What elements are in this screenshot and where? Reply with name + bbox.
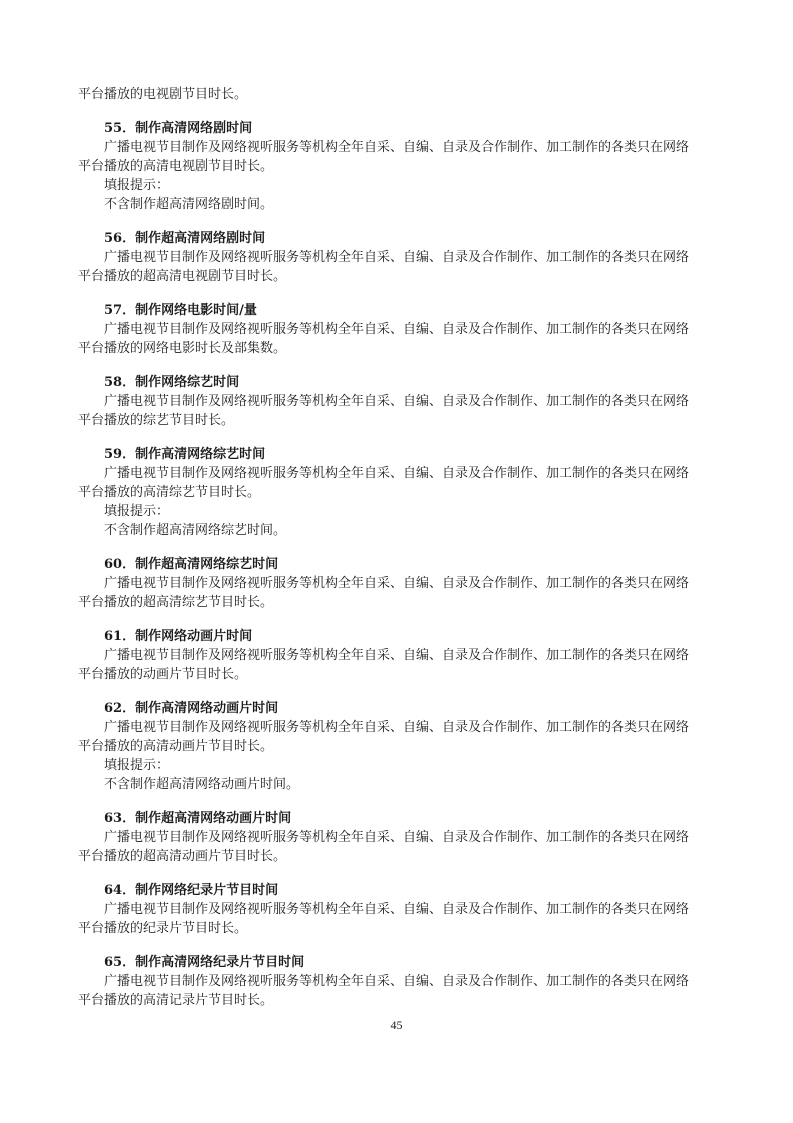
section-title: 63．制作超高清网络动画片时间 (104, 811, 292, 826)
section-title: 64．制作网络纪录片节目时间 (104, 883, 279, 898)
page-number: 45 (390, 1018, 403, 1032)
section-description-line: 平台播放的高清记录片节目时长。 (78, 993, 274, 1008)
section-title: 60．制作超高清网络综艺时间 (104, 557, 279, 572)
section-description-line: 广播电视节目制作及网络视听服务等机构全年自采、自编、自录及合作制作、加工制作的各类只在网络 (104, 830, 690, 845)
section-64 (78, 881, 738, 938)
fill-hint-text: 不含制作超高清网络综艺时间。 (104, 523, 287, 538)
section-description-line: 广播电视节目制作及网络视听服务等机构全年自采、自编、自录及合作制作、加工制作的各类只在网络 (104, 720, 690, 735)
section-description-line: 平台播放的超高清电视剧节目时长。 (78, 269, 287, 284)
section-description-line: 平台播放的超高清动画片节目时长。 (78, 849, 287, 864)
section-title: 56．制作超高清网络剧时间 (104, 231, 266, 246)
section-title: 57．制作网络电影时间/量 (104, 303, 257, 318)
section-title: 65．制作高清网络纪录片节目时间 (104, 955, 305, 970)
fill-hint-text: 不含制作超高清网络剧时间。 (104, 197, 274, 212)
section-description-line: 平台播放的综艺节目时长。 (78, 413, 235, 428)
section-56 (78, 229, 738, 286)
section-description-line: 广播电视节目制作及网络视听服务等机构全年自采、自编、自录及合作制作、加工制作的各类只在网络 (104, 576, 690, 591)
section-title: 62．制作高清网络动画片时间 (104, 701, 279, 716)
section-62 (78, 699, 738, 794)
section-description-line: 广播电视节目制作及网络视听服务等机构全年自采、自编、自录及合作制作、加工制作的各类只在网络 (104, 140, 690, 155)
section-title: 58．制作网络综艺时间 (104, 375, 240, 390)
fill-hint-label: 填报提示： (104, 758, 170, 773)
page-content (78, 85, 738, 1010)
section-description-line: 平台播放的超高清综艺节目时长。 (78, 595, 274, 610)
section-description-line: 平台播放的高清动画片节目时长。 (78, 739, 274, 754)
section-description-line: 平台播放的网络电影时长及部集数。 (78, 341, 287, 356)
section-61 (78, 627, 738, 684)
section-59 (78, 445, 738, 540)
section-title: 59．制作高清网络综艺时间 (104, 447, 266, 462)
fill-hint-label: 填报提示： (104, 504, 170, 519)
section-58 (78, 373, 738, 430)
section-description-line: 平台播放的高清电视剧节目时长。 (78, 159, 274, 174)
section-description-line: 广播电视节目制作及网络视听服务等机构全年自采、自编、自录及合作制作、加工制作的各类只在网络 (104, 322, 690, 337)
fill-hint-text: 不含制作超高清网络动画片时间。 (104, 777, 300, 792)
section-description-line: 平台播放的纪录片节目时长。 (78, 921, 248, 936)
section-55 (78, 119, 738, 214)
section-65 (78, 953, 738, 1010)
section-description-line: 广播电视节目制作及网络视听服务等机构全年自采、自编、自录及合作制作、加工制作的各类只在网络 (104, 648, 690, 663)
section-title: 55．制作高清网络剧时间 (104, 121, 253, 136)
section-description-line: 平台播放的高清综艺节目时长。 (78, 485, 261, 500)
intro-continuation: 平台播放的电视剧节目时长。 (78, 87, 248, 102)
section-60 (78, 555, 738, 612)
fill-hint-label: 填报提示： (104, 178, 170, 193)
section-63 (78, 809, 738, 866)
section-description-line: 平台播放的动画片节目时长。 (78, 667, 248, 682)
section-description-line: 广播电视节目制作及网络视听服务等机构全年自采、自编、自录及合作制作、加工制作的各类只在网络 (104, 974, 690, 989)
section-description-line: 广播电视节目制作及网络视听服务等机构全年自采、自编、自录及合作制作、加工制作的各类只在网络 (104, 902, 690, 917)
section-57 (78, 301, 738, 358)
section-title: 61．制作网络动画片时间 (104, 629, 253, 644)
section-description-line: 广播电视节目制作及网络视听服务等机构全年自采、自编、自录及合作制作、加工制作的各类只在网络 (104, 394, 690, 409)
section-description-line: 广播电视节目制作及网络视听服务等机构全年自采、自编、自录及合作制作、加工制作的各类只在网络 (104, 466, 690, 481)
section-description-line: 广播电视节目制作及网络视听服务等机构全年自采、自编、自录及合作制作、加工制作的各类只在网络 (104, 250, 690, 265)
